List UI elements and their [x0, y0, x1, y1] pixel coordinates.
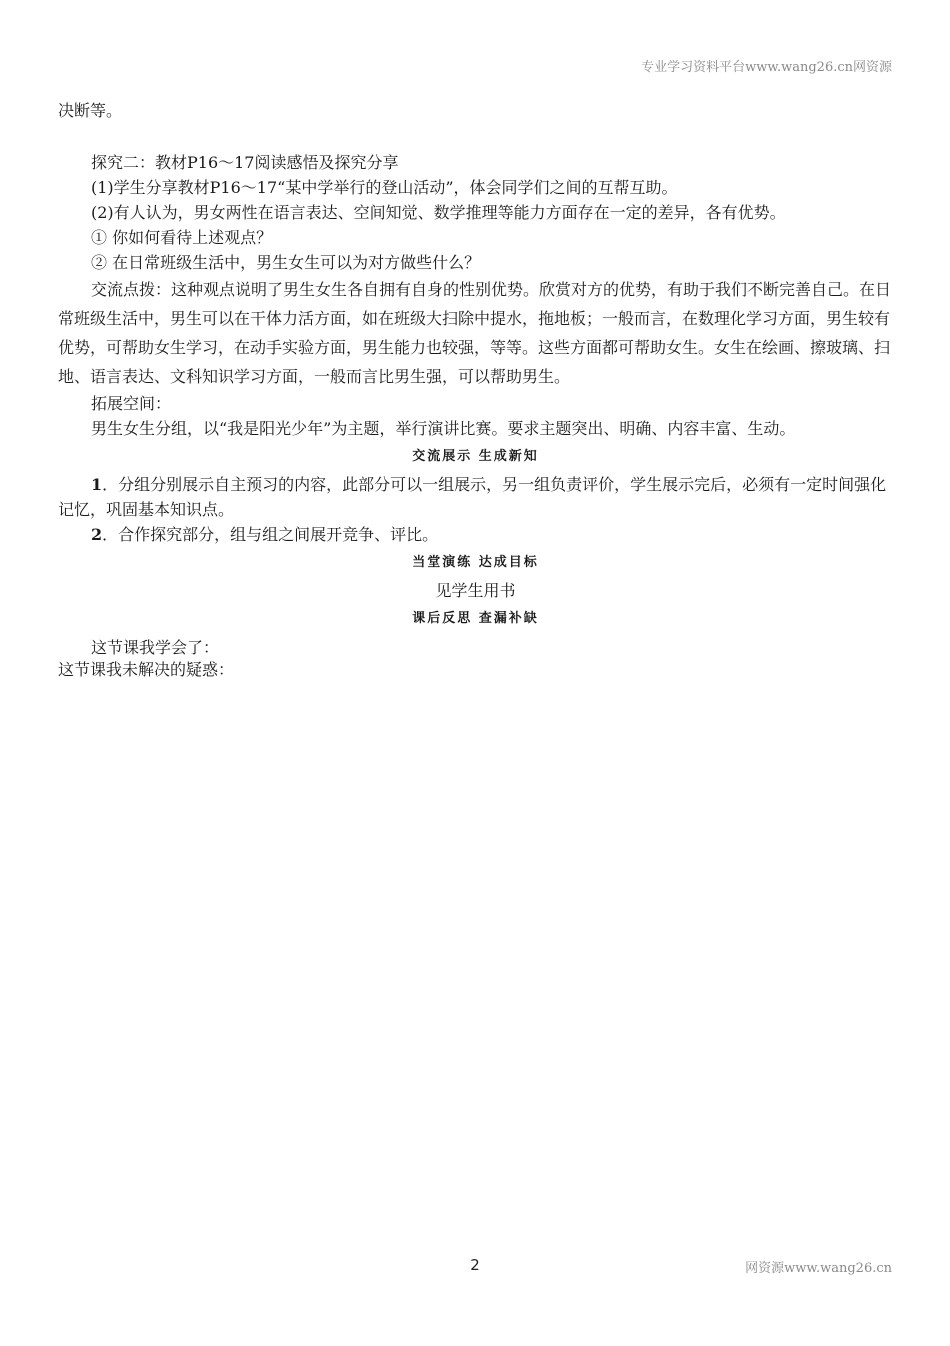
section-heading-exchange: 交流展示 生成新知 — [412, 449, 539, 464]
page-header: 专业学习资料平台www.wang26.cn网资源 — [641, 60, 892, 75]
question-1: ① 你如何看待上述观点？ — [91, 228, 273, 247]
step-1-text: ．分组分别展示自主预习的内容，此部分可以一组展示，另一组负责评价，学生展示完后，必须有一定时间强化记忆，巩固基本知识点。 — [58, 475, 887, 519]
explore2-title: 探究二：教材P16～17阅读感悟及探究分享 — [91, 153, 399, 172]
question-2: ② 在日常班级生活中，男生女生可以为对方做些什么？ — [91, 253, 481, 272]
see-student-book: 见学生用书 — [435, 581, 516, 600]
guide-paragraph: 交流点拨：这种观点说明了男生女生各自拥有自身的性别优势。欣赏对方的优势，有助于我们不断完善自己。在日常班级生活中，男生可以在干体力活方面，如在班级大扫除中提水，拖地板；一般而言，在数理化学习方面，男生较有优势，可帮助女生学习，在动手实验方面，男生能力也较强，等等。这些方面都可帮助女生。女生在绘画、擦玻璃、扫地、语言表达、文科知识学习方面，一般而言比男生强，可以帮助男生。 — [58, 280, 892, 386]
step-2-number: 2 — [91, 525, 103, 544]
unsolved-line: 这节课我未解决的疑惑： — [58, 660, 235, 679]
step-1-number: 1 — [91, 475, 103, 494]
step-2-text: ．合作探究部分，组与组之间展开竞争、评比。 — [102, 525, 439, 544]
extend-title: 拓展空间： — [91, 394, 172, 413]
page-footer: 网资源www.wang26.cn — [745, 1261, 892, 1276]
learned-line: 这节课我学会了： — [91, 638, 220, 657]
explore2-item2: (2)有人认为，男女两性在语言表达、空间知觉、数学推理等能力方面存在一定的差异，各有优势。 — [91, 203, 786, 222]
section-heading-practice: 当堂演练 达成目标 — [412, 555, 539, 570]
extend-body: 男生女生分组，以“我是阳光少年”为主题，举行演讲比赛。要求主题突出、明确、内容丰富、生动。 — [91, 419, 796, 438]
page-number: 2 — [470, 1256, 480, 1274]
step-2 — [58, 522, 893, 547]
explore2-item1: (1)学生分享教材P16～17“某中学举行的登山活动”，体会同学们之间的互帮互助。 — [91, 178, 678, 197]
continued-line: 决断等。 — [58, 101, 123, 120]
section-heading-reflect: 课后反思 查漏补缺 — [412, 611, 539, 626]
document-body — [58, 98, 893, 680]
step-1 — [58, 472, 893, 522]
